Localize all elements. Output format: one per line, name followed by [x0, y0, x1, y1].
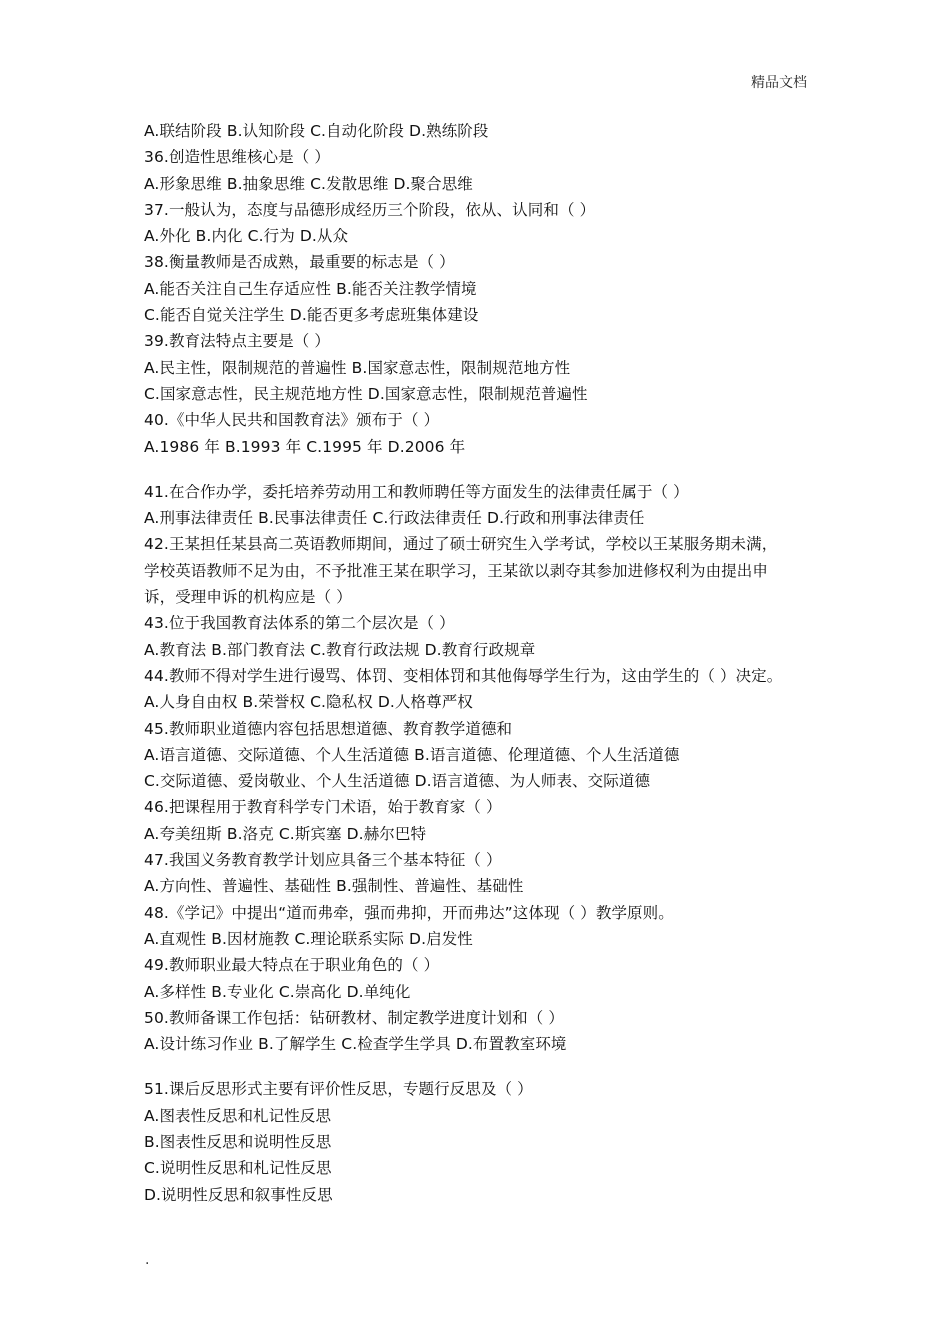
question-content	[144, 118, 824, 1208]
options-48: A.直观性 B.因材施教 C.理论联系实际 D.启发性	[144, 929, 473, 948]
question-51: 51.课后反思形式主要有评价性反思，专题行反思及（ ）	[144, 1080, 533, 1099]
question-40: 40.《中华人民共和国教育法》颁布于（ ）	[144, 411, 440, 430]
options-41: A.刑事法律责任 B.民事法律责任 C.行政法律责任 D.行政和刑事法律责任	[144, 509, 645, 528]
options-38-a-b: A.能否关注自己生存适应性 B.能否关注教学情境	[144, 279, 477, 298]
options-40: A.1986 年 B.1993 年 C.1995 年 D.2006 年	[144, 437, 466, 456]
options-37: A.外化 B.内化 C.行为 D.从众	[144, 227, 349, 246]
question-50: 50.教师备课工作包括：钻研教材、制定教学进度计划和（ ）	[144, 1008, 564, 1027]
question-49: 49.教师职业最大特点在于职业角色的（ ）	[144, 956, 440, 975]
question-42-line-1: 42.王某担任某县高二英语教师期间，通过了硕士研究生入学考试，学校以王某服务期未满，	[144, 535, 778, 554]
question-46: 46.把课程用于教育科学专门术语，始于教育家（ ）	[144, 798, 502, 817]
option-51-b: B.图表性反思和说明性反思	[144, 1132, 332, 1151]
paragraph-gap	[144, 460, 824, 479]
text-line: A.联结阶段 B.认知阶段 C.自动化阶段 D.熟练阶段	[144, 122, 489, 140]
options-44: A.人身自由权 B.荣誉权 C.隐私权 D.人格尊严权	[144, 693, 473, 712]
question-41: 41.在合作办学，委托培养劳动用工和教师聘任等方面发生的法律责任属于（ ）	[144, 482, 689, 501]
option-51-a: A.图表性反思和札记性反思	[144, 1106, 332, 1125]
question-42-line-3: 诉，受理申诉的机构应是（ ）	[144, 588, 352, 607]
options-45-a-b: A.语言道德、交际道德、个人生活道德 B.语言道德、伦理道德、个人生活道德	[144, 745, 680, 764]
options-38-c-d: C.能否自觉关注学生 D.能否更多考虑班集体建设	[144, 306, 479, 325]
footer-mark: .	[145, 1252, 150, 1268]
question-48: 48.《学记》中提出“道而弗牵，强而弗抑，开而弗达”这体现（ ）教学原则。	[144, 903, 674, 922]
question-36: 36.创造性思维核心是（ ）	[144, 148, 330, 167]
page-header-label: 精品文档	[751, 75, 807, 91]
options-47: A.方向性、普遍性、基础性 B.强制性、普遍性、基础性	[144, 877, 524, 896]
options-45-c-d: C.交际道德、爱岗敬业、个人生活道德 D.语言道德、为人师表、交际道德	[144, 772, 651, 791]
options-39-a-b: A.民主性，限制规范的普遍性 B.国家意志性，限制规范地方性	[144, 358, 571, 377]
question-38: 38.衡量教师是否成熟，最重要的标志是（ ）	[144, 253, 455, 272]
options-50: A.设计练习作业 B.了解学生 C.检查学生学具 D.布置教室环境	[144, 1035, 567, 1054]
paragraph-gap	[144, 1057, 824, 1076]
option-51-c: C.说明性反思和札记性反思	[144, 1159, 332, 1178]
question-42-line-2: 学校英语教师不足为由，不予批准王某在职学习，王某欲以剥夺其参加进修权利为由提出申	[144, 561, 769, 580]
options-36: A.形象思维 B.抽象思维 C.发散思维 D.聚合思维	[144, 174, 473, 193]
question-44: 44.教师不得对学生进行谩骂、体罚、变相体罚和其他侮辱学生行为，这由学生的（ ）决定。	[144, 666, 783, 685]
option-51-d: D.说明性反思和叙事性反思	[144, 1185, 333, 1204]
options-46: A.夸美纽斯 B.洛克 C.斯宾塞 D.赫尔巴特	[144, 824, 427, 843]
question-45: 45.教师职业道德内容包括思想道德、教育教学道德和	[144, 719, 513, 738]
question-39: 39.教育法特点主要是（ ）	[144, 332, 330, 351]
options-39-c-d: C.国家意志性，民主规范地方性 D.国家意志性，限制规范普遍性	[144, 384, 588, 403]
question-43: 43.位于我国教育法体系的第二个层次是（ ）	[144, 614, 455, 633]
question-37: 37.一般认为，态度与品德形成经历三个阶段，依从、认同和（ ）	[144, 200, 596, 219]
options-49: A.多样性 B.专业化 C.崇高化 D.单纯化	[144, 982, 411, 1001]
options-43: A.教育法 B.部门教育法 C.教育行政法规 D.教育行政规章	[144, 640, 536, 659]
question-47: 47.我国义务教育教学计划应具备三个基本特征（ ）	[144, 851, 502, 870]
